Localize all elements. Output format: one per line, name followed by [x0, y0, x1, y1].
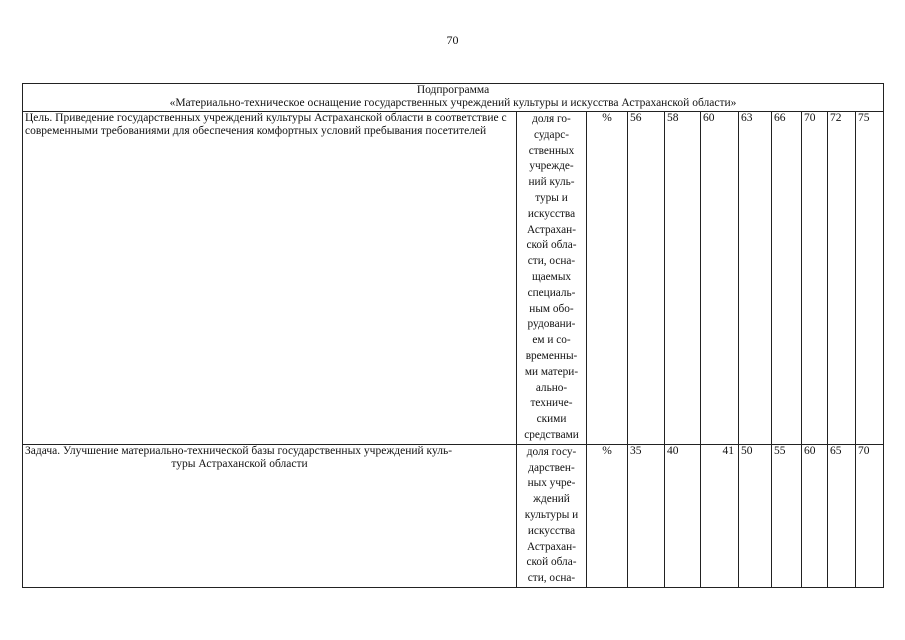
subprogram-header-row — [23, 84, 884, 112]
subprogram-title: «Материально-техническое оснащение государственных учреждений культуры и искусства Астраханской области» — [169, 97, 737, 110]
indicator-line: сти, осна- — [527, 255, 576, 268]
indicator-line: скими — [536, 413, 567, 426]
indicator-line: ально- — [535, 381, 568, 394]
indicator-line: искусства — [527, 207, 576, 220]
indicator-line: ми матери- — [524, 365, 579, 378]
indicator-line: туры и — [535, 191, 568, 204]
indicator-line: ным обо- — [529, 302, 574, 315]
value-cell: 40 — [665, 444, 701, 587]
value-cell: 63 — [739, 112, 772, 445]
goal-indicator — [517, 112, 587, 445]
indicator-line: сти, осна- — [527, 572, 576, 585]
value-cell: 75 — [856, 112, 884, 445]
value-cell: 56 — [628, 112, 665, 445]
indicator-line: специаль- — [527, 286, 576, 299]
indicator-line: ской обла- — [526, 556, 577, 569]
indicator-line: Астрахан- — [527, 540, 576, 553]
indicator-line: ждений — [533, 493, 570, 506]
task-description-line: Задача. Улучшение материально-технической базы государственных учреждений куль- — [25, 444, 453, 457]
task-description-line: туры Астраханской области — [171, 457, 308, 470]
indicator-line: ственных — [528, 144, 575, 157]
table-row — [23, 444, 884, 587]
value-cell: 60 — [802, 444, 828, 587]
unit-cell: % — [587, 112, 628, 445]
indicator-line: ных учре- — [527, 477, 576, 490]
indicator-line: временны- — [525, 349, 578, 362]
value-cell: 35 — [628, 444, 665, 587]
indicator-line: доля госу- — [526, 445, 577, 458]
value-cell: 65 — [828, 444, 856, 587]
value-cell: 58 — [665, 112, 701, 445]
indicator-line: культуры и — [524, 508, 579, 521]
task-description — [23, 444, 517, 587]
indicator-line: техниче- — [530, 397, 573, 410]
subprogram-label: Подпрограмма — [416, 84, 490, 96]
indicator-line: доля го- — [532, 113, 571, 125]
indicator-line: искусства — [527, 524, 576, 537]
value-cell: 66 — [772, 112, 802, 445]
unit-cell: % — [587, 444, 628, 587]
goal-description: Цель. Приведение государственных учреждений культуры Астраханской области в соответствие с современными требованиями для обеспечения комфортных условий пребывания посетителей — [23, 112, 517, 445]
value-cell: 60 — [701, 112, 739, 445]
indicator-line: ний куль- — [528, 176, 575, 189]
value-cell: 50 — [739, 444, 772, 587]
indicator-line: Астрахан- — [527, 223, 576, 236]
indicator-line: средствами — [524, 428, 579, 441]
value-cell: 72 — [828, 112, 856, 445]
indicator-line: учрежде- — [529, 160, 574, 173]
indicator-line: рудовани- — [527, 318, 576, 331]
value-cell: 70 — [856, 444, 884, 587]
indicator-line: дарствен- — [528, 461, 575, 474]
indicators-table — [22, 83, 884, 588]
value-cell: 41 — [701, 444, 739, 587]
subprogram-header — [23, 84, 884, 112]
indicator-line: ем и со- — [532, 334, 571, 347]
value-cell: 55 — [772, 444, 802, 587]
task-indicator — [517, 444, 587, 587]
page-number: 70 — [446, 33, 459, 47]
table-row — [23, 112, 884, 445]
indicator-line: ской обла- — [526, 239, 577, 252]
indicator-line: сударс- — [534, 128, 569, 141]
value-cell: 70 — [802, 112, 828, 445]
indicator-line: щаемых — [531, 270, 572, 283]
